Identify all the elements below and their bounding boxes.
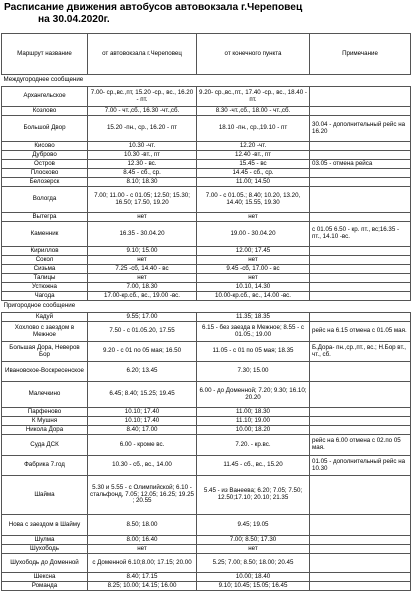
note-cell (310, 408, 411, 417)
note-cell (310, 382, 411, 408)
route-cell: Вологда (2, 187, 88, 213)
table-row (2, 545, 411, 554)
note-cell (310, 256, 411, 265)
route-cell: Суда ДСК (2, 435, 88, 456)
note-cell (310, 213, 411, 222)
to-cell: 11.35; 18.35 (197, 313, 310, 322)
route-cell: Козлово (2, 107, 88, 116)
to-cell: 12.20 -чт. (197, 142, 310, 151)
schedule-body (2, 75, 411, 591)
header-row (2, 34, 411, 75)
from-cell: 9.55; 17.00 (88, 313, 197, 322)
from-cell: 7.00; 11.00 - с 01.05; 12.50; 15.30; 16.50; 17.50, 19.20 (88, 187, 197, 213)
from-cell: 7.00- ср.,вс.,пт, 15.20 -ср., вс., 16.20 - пт. (88, 87, 197, 107)
table-row (2, 142, 411, 151)
section-row (2, 301, 411, 313)
from-cell: 8.10; 18.30 (88, 178, 197, 187)
schedule-table (1, 33, 411, 591)
note-cell: 01.05 - дополнительный рейс на 10.30 (310, 456, 411, 476)
to-cell: 14.45 - сб., ср. (197, 169, 310, 178)
to-cell: 6.15 - без заезда в Межное; 8.55 - с 01.05.; 19.00 (197, 322, 310, 342)
route-cell: Остров (2, 160, 88, 169)
from-cell: 16.35 - 30.04.20 (88, 222, 197, 247)
from-cell: с Доменной 6.10;8.00; 17.15; 20.00 (88, 554, 197, 573)
table-row (2, 274, 411, 283)
table-row (2, 362, 411, 382)
note-cell (310, 142, 411, 151)
note-cell: рейс на 6.15 отмена с 01.05 мая. (310, 322, 411, 342)
to-cell: нет (197, 274, 310, 283)
table-row (2, 169, 411, 178)
from-cell: 5.30 и 5.55 - с Олимпийской; 6.10 - стальфонд, 7.05; 12.05; 16.25; 19.25 ; 20.55 (88, 476, 197, 515)
to-cell: 9.45; 19.05 (197, 515, 310, 536)
route-cell: Малечкино (2, 382, 88, 408)
to-cell: нет (197, 213, 310, 222)
route-cell: Белозерск (2, 178, 88, 187)
table-row (2, 382, 411, 408)
table-row (2, 456, 411, 476)
route-cell: Парфеново (2, 408, 88, 417)
note-cell: Б.Дора- пн.,ср.,пт., вс.; Н.Бор вт., чт., сб. (310, 342, 411, 362)
note-cell: рейс на 6.00 отмена с 02.по 05 мая. (310, 435, 411, 456)
note-cell (310, 87, 411, 107)
to-cell: 11.45 - сб., вс., 15.20 (197, 456, 310, 476)
table-row (2, 476, 411, 515)
note-cell (310, 554, 411, 573)
note-cell (310, 292, 411, 301)
to-cell: 5.25; 7.00; 8.50; 18.00; 20.45 (197, 554, 310, 573)
note-cell (310, 151, 411, 160)
to-cell: 10.10, 14.30 (197, 283, 310, 292)
note-cell (310, 362, 411, 382)
to-cell: 11.05 - с 01 по 05 мая; 18.35 (197, 342, 310, 362)
page-title (4, 2, 409, 26)
from-cell: нет (88, 545, 197, 554)
note-cell (310, 169, 411, 178)
route-cell: Фабрика 7.год (2, 456, 88, 476)
to-cell: 9.45 -сб, 17.00 - вс (197, 265, 310, 274)
to-cell: 9.20- ср.,вс.,пт., 17.40 -ср., вс., 18.40 - пт. (197, 87, 310, 107)
to-cell: 18.10 -пн., ср.,19.10 - пт (197, 116, 310, 142)
table-row (2, 417, 411, 426)
section-title: Пригородное сообщение (2, 301, 411, 313)
table-row (2, 536, 411, 545)
route-cell: Кадуй (2, 313, 88, 322)
route-cell: Вытегра (2, 213, 88, 222)
from-cell: 6.00 - кроме вс. (88, 435, 197, 456)
section-row (2, 75, 411, 87)
route-cell: Каменник (2, 222, 88, 247)
route-cell: Чагода (2, 292, 88, 301)
table-row (2, 426, 411, 435)
table-row (2, 265, 411, 274)
note-cell (310, 545, 411, 554)
route-cell: Талицы (2, 274, 88, 283)
route-cell: Кисово (2, 142, 88, 151)
route-cell: Дуброво (2, 151, 88, 160)
to-cell: нет (197, 545, 310, 554)
note-cell (310, 582, 411, 591)
note-cell: с 01.05 6.50 - кр. пт., вс;16.35 - пт., 14.10 -вс. (310, 222, 411, 247)
to-cell: 7.00; 8.50; 17.30 (197, 536, 310, 545)
table-row (2, 283, 411, 292)
route-cell: Кириллов (2, 247, 88, 256)
to-cell: нет (197, 256, 310, 265)
section-title: Междугороднее сообщение (2, 75, 411, 87)
from-cell: 8.25; 10.00; 14.15; 16.00 (88, 582, 197, 591)
note-cell (310, 476, 411, 515)
title-line-1: Расписание движения автобусов автовокзала г.Череповец (4, 2, 303, 13)
to-cell: 12.40 -вт., пт (197, 151, 310, 160)
route-cell: Большой Двор (2, 116, 88, 142)
table-row (2, 116, 411, 142)
header-from: от автовокзала г.Череповец (88, 34, 197, 75)
table-row (2, 292, 411, 301)
from-cell: 8.45 - сб., ср. (88, 169, 197, 178)
note-cell (310, 247, 411, 256)
header-to: от конечного пункта (197, 34, 310, 75)
table-row (2, 107, 411, 116)
from-cell: 7.00, 18.30 (88, 283, 197, 292)
table-row (2, 256, 411, 265)
to-cell: 7.20. - кр.вс. (197, 435, 310, 456)
to-cell: 19.00 - 30.04.20 (197, 222, 310, 247)
from-cell: 7.50 - с 01.05.20, 17.55 (88, 322, 197, 342)
from-cell: 6.45; 8.40; 15.25; 19.45 (88, 382, 197, 408)
table-row (2, 408, 411, 417)
note-cell (310, 426, 411, 435)
from-cell: 15.20 -пн., ср., 16.20 - пт (88, 116, 197, 142)
route-cell: Ивановское-Воскресенское (2, 362, 88, 382)
from-cell: 7.00 - чт.,сб., 16.30 -чт.,сб. (88, 107, 197, 116)
from-cell: 9.20 - с 01 по 05 мая; 16.50 (88, 342, 197, 362)
route-cell: Архангельское (2, 87, 88, 107)
route-cell: К Мушня (2, 417, 88, 426)
route-cell: Хохлово с заездом в Межное (2, 322, 88, 342)
from-cell: 10.30 -чт. (88, 142, 197, 151)
route-cell: Шексна (2, 573, 88, 582)
table-row (2, 515, 411, 536)
to-cell: 6.00 - до Доменной; 7.20; 9.30; 16.10; 20.20 (197, 382, 310, 408)
note-cell (310, 313, 411, 322)
to-cell: 10.00; 18.20 (197, 426, 310, 435)
table-row (2, 187, 411, 213)
title-line-2: на 30.04.2020г. (38, 14, 110, 25)
table-row (2, 178, 411, 187)
from-cell: 8.00; 16.40 (88, 536, 197, 545)
from-cell: 17.00-кр.сб., вс., 19.00 -вс. (88, 292, 197, 301)
from-cell: 8.40; 17.00 (88, 426, 197, 435)
route-cell: Большая Дора, Неверов Бор (2, 342, 88, 362)
table-row (2, 313, 411, 322)
route-cell: Никола Дора (2, 426, 88, 435)
from-cell: 10.30 - сб., вс., 14.00 (88, 456, 197, 476)
note-cell (310, 573, 411, 582)
route-cell: Сокол (2, 256, 88, 265)
from-cell: 10.30 -вт., пт (88, 151, 197, 160)
table-row (2, 87, 411, 107)
to-cell: 7.30; 15.00 (197, 362, 310, 382)
route-cell: Сизьма (2, 265, 88, 274)
to-cell: 10.00-кр.сб., вс., 14.00 -вс. (197, 292, 310, 301)
from-cell: 8.50; 18.00 (88, 515, 197, 536)
from-cell: нет (88, 256, 197, 265)
from-cell: 8.40; 17.15 (88, 573, 197, 582)
header-note: Примечание (310, 34, 411, 75)
note-cell (310, 178, 411, 187)
from-cell: 6.20; 13.45 (88, 362, 197, 382)
route-cell: Плосково (2, 169, 88, 178)
to-cell: 9.10; 10.45; 15.05; 16.45 (197, 582, 310, 591)
to-cell: 15.45 - вс (197, 160, 310, 169)
note-cell: 03.05 - отмена рейса (310, 160, 411, 169)
to-cell: 5.45 - из Ванеева; 6.20; 7.05; 7.50; 12.50;17.10; 20.10; 21.35 (197, 476, 310, 515)
note-cell (310, 536, 411, 545)
from-cell: нет (88, 274, 197, 283)
table-row (2, 582, 411, 591)
to-cell: 11.10; 19.00 (197, 417, 310, 426)
from-cell: нет (88, 213, 197, 222)
from-cell: 10.10; 17.40 (88, 408, 197, 417)
to-cell: 8.30 -чт.,сб., 18.00 - чт.,сб. (197, 107, 310, 116)
route-cell: Шайма (2, 476, 88, 515)
route-cell: Шухободь до Доменной (2, 554, 88, 573)
note-cell (310, 265, 411, 274)
route-cell: Шухободь (2, 545, 88, 554)
table-row (2, 222, 411, 247)
from-cell: 9.10; 15.00 (88, 247, 197, 256)
note-cell: 30.04 - дополнительный рейс на 16.20 (310, 116, 411, 142)
table-row (2, 554, 411, 573)
note-cell (310, 274, 411, 283)
route-cell: Устюжна (2, 283, 88, 292)
to-cell: 10.00; 18.40 (197, 573, 310, 582)
note-cell (310, 417, 411, 426)
table-row (2, 573, 411, 582)
note-cell (310, 187, 411, 213)
table-row (2, 322, 411, 342)
route-cell: Шулма (2, 536, 88, 545)
table-row (2, 151, 411, 160)
to-cell: 11.00; 14.50 (197, 178, 310, 187)
from-cell: 7.25 -сб, 14.40 - вс (88, 265, 197, 274)
note-cell (310, 283, 411, 292)
from-cell: 10.10; 17.40 (88, 417, 197, 426)
from-cell: 12.30 - вс. (88, 160, 197, 169)
table-row (2, 435, 411, 456)
header-route: Маршрут название (2, 34, 88, 75)
route-cell: Романда (2, 582, 88, 591)
to-cell: 7.00 - с 01.05.; 8.40; 10.20, 13.20, 14.40; 15.55, 19.30 (197, 187, 310, 213)
table-row (2, 213, 411, 222)
note-cell (310, 515, 411, 536)
note-cell (310, 107, 411, 116)
table-row (2, 342, 411, 362)
to-cell: 12.00; 17.45 (197, 247, 310, 256)
table-row (2, 160, 411, 169)
table-row (2, 247, 411, 256)
to-cell: 11.00; 18.30 (197, 408, 310, 417)
route-cell: Нова с заездом в Шайму (2, 515, 88, 536)
